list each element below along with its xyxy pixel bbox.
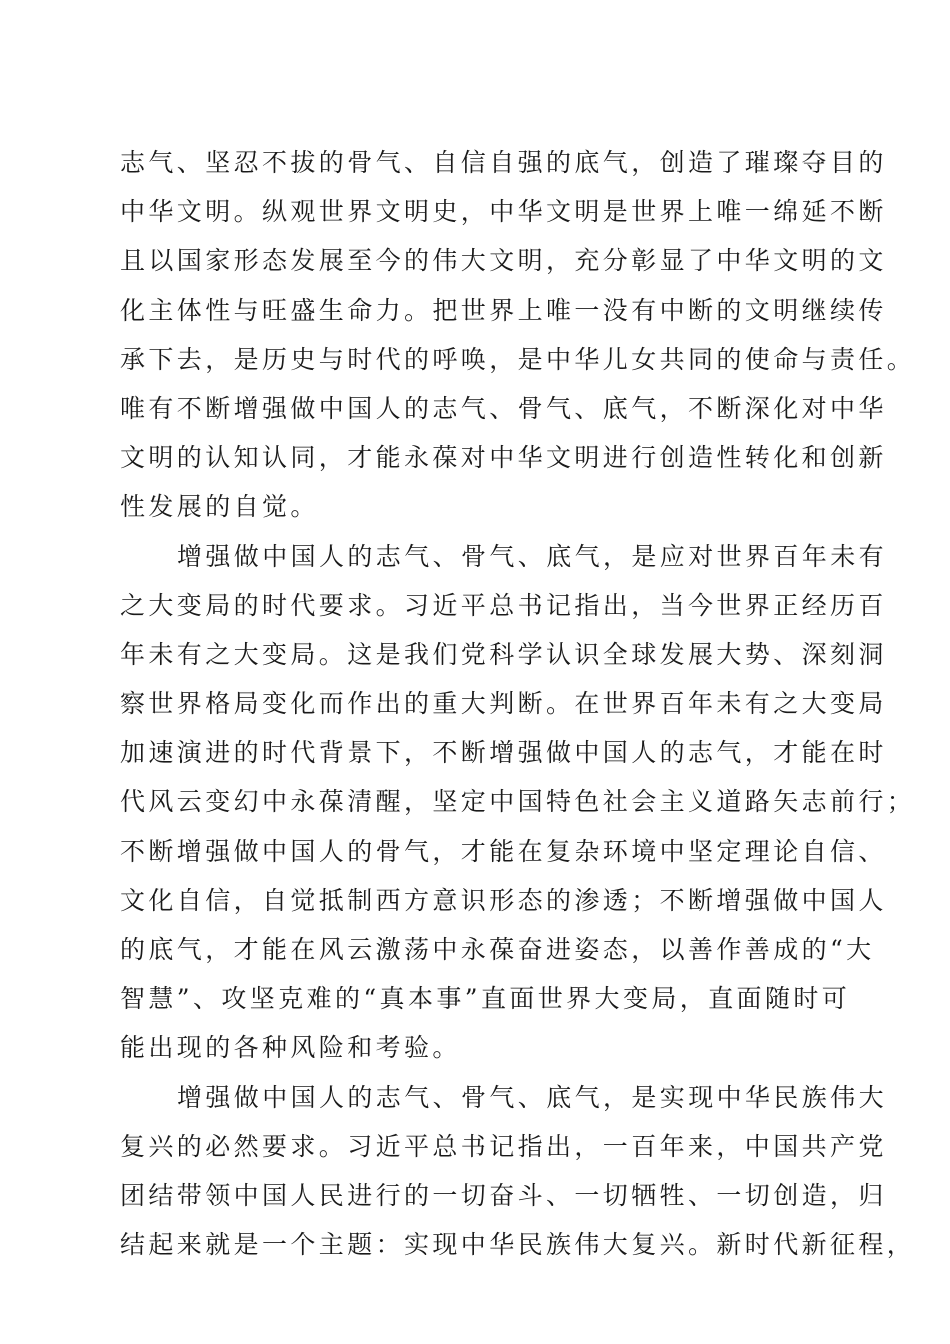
text-line: 能出现的各种风险和考验。: [120, 1033, 461, 1063]
text-line: 性发展的自觉。: [120, 492, 319, 522]
text-line: 年未有之大变局。这是我们党科学认识全球发展大势、深刻洞: [120, 639, 887, 669]
body-text: [120, 138, 916, 1269]
text-line: 且以国家形态发展至今的伟大文明，充分彰显了中华文明的文: [120, 246, 887, 276]
text-line: 代风云变幻中永葆清醒，坚定中国特色社会主义道路矢志前行；: [120, 787, 916, 817]
text-line: 复兴的必然要求。习近平总书记指出，一百年来，中国共产党: [120, 1131, 887, 1161]
paragraph-3: [120, 1073, 916, 1270]
text-line-indented: 增强做中国人的志气、骨气、底气，是应对世界百年未有: [177, 541, 888, 571]
text-line: 团结带领中国人民进行的一切奋斗、一切牺牲、一切创造，归: [120, 1180, 887, 1210]
text-line-indented: 增强做中国人的志气、骨气、底气，是实现中华民族伟大: [177, 1082, 888, 1112]
text-line: 化主体性与旺盛生命力。把世界上唯一没有中断的文明继续传: [120, 295, 887, 325]
text-line: 不断增强做中国人的骨气，才能在复杂环境中坚定理论自信、: [120, 836, 887, 866]
paragraph-1: [120, 138, 916, 532]
text-line: 承下去，是历史与时代的呼唤，是中华儿女共同的使命与责任。: [120, 344, 916, 374]
text-line: 结起来就是一个主题：实现中华民族伟大复兴。新时代新征程，: [120, 1230, 916, 1260]
text-line: 的底气，才能在风云激荡中永葆奋进姿态，以善作善成的“大: [120, 935, 875, 964]
text-line: 志气、坚忍不拔的骨气、自信自强的底气，创造了璀璨夺目的: [120, 148, 887, 177]
text-line: 之大变局的时代要求。习近平总书记指出，当今世界正经历百: [120, 590, 887, 620]
text-line: 文化自信，自觉抵制西方意识形态的渗透；不断增强做中国人: [120, 885, 887, 915]
text-line: 唯有不断增强做中国人的志气、骨气、底气，不断深化对中华: [120, 393, 887, 423]
paragraph-2: [120, 532, 916, 1073]
text-line: 加速演进的时代背景下，不断增强做中国人的志气，才能在时: [120, 738, 887, 768]
text-line: 智慧”、攻坚克难的“真本事”直面世界大变局，直面随时可: [120, 984, 851, 1014]
text-line: 文明的认知认同，才能永葆对中华文明进行创造性转化和创新: [120, 443, 887, 473]
text-line: 中华文明。纵观世界文明史，中华文明是世界上唯一绵延不断: [120, 197, 887, 227]
text-line: 察世界格局变化而作出的重大判断。在世界百年未有之大变局: [120, 689, 887, 719]
